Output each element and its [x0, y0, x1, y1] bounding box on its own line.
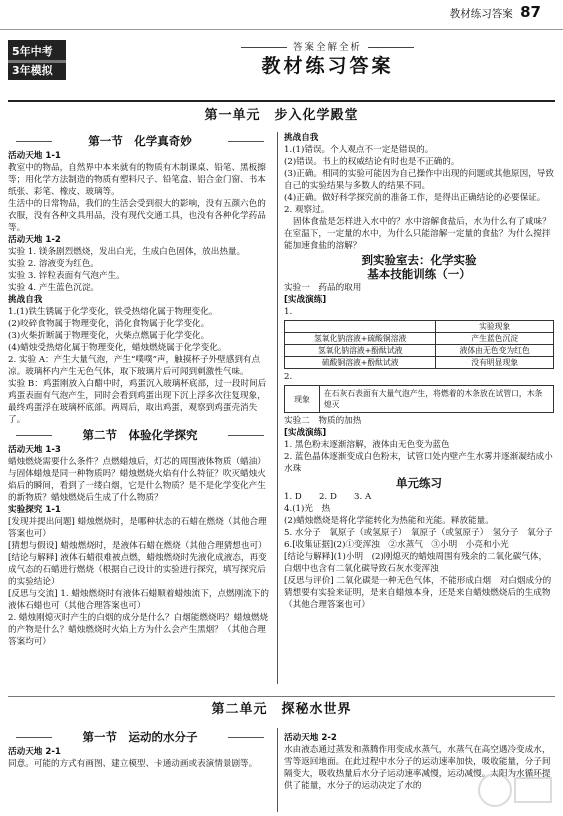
page-header [449, 3, 541, 21]
answer-paragraph: 实验 3. 锌粒表面有气泡产生。 [8, 271, 125, 281]
answer-paragraph: 教室中的物品，自然界中本来就有的物质有木制课桌、铅笔、黑板擦等；用化学方法制造的物质有塑料尺子、铅笔盒、铝合金门窗、书本纸张、彩笔、橡皮、玻璃等。 [8, 163, 266, 197]
answer-paragraph: 1. D 2. D 3. A [284, 492, 372, 502]
activity-label: 活动天地 1-3 [8, 445, 61, 455]
rule-right [368, 47, 414, 48]
subsection-heading: 到实验室去：化学实验 [361, 253, 477, 267]
table-cell: 氢氧化钠溶液+酚酞试液 [285, 345, 436, 357]
table-cell: 产生蓝色沉淀 [436, 333, 554, 345]
table-header-cell [285, 321, 436, 333]
unit1-right-column [284, 132, 554, 611]
table-header-cell: 实验现象 [436, 321, 554, 333]
header-title: 教材练习答案 [449, 8, 513, 20]
answer-paragraph: (4)蜡烛受热熔化属于物理变化，蜡烛燃烧属于化学变化。 [8, 343, 227, 353]
column-divider [277, 132, 278, 684]
answer-paragraph: 1.(1)错误。个人观点不一定是错误的。 [284, 145, 434, 155]
answer-paragraph: 蜡烛燃烧需要什么条件？点燃蜡烛后，灯芯的周围液体物质（蜡油）与固体蜡烛是同一种物质吗？蜡烛燃烧火焰有什么特征？吹灭蜡烛火焰后的瞬间，看到了一缕白烟，它是什么物质？是不是化学变化产生的新物质？蜡烛燃烧后生成了什么物质？ [8, 457, 266, 503]
activity-label: 活动天地 2-2 [284, 733, 337, 743]
answer-paragraph: (2)蜡烛燃烧是将化学能转化为热能和光能。释放能量。 [284, 516, 494, 526]
header-divider [0, 29, 563, 30]
answer-paragraph: 生活中的日常物品，我们的生活会受到很大的影响，没有五颜六色的衣服，没有各种文具用品，没有现代交通工具，也没有各种化学药品等。 [8, 199, 266, 233]
answer-paragraph: 固体食盐是怎样进入水中的？水中溶解食盐后，水为什么有了咸味？在室温下，一定量的水中，为什么只能溶解一定量的食盐？为什么搅拌能加速食盐的溶解？ [284, 217, 551, 251]
banner-subtitle: 答案全解全析 [292, 42, 362, 53]
subsection-heading: 单元练习 [396, 476, 442, 490]
brand-logo [8, 40, 66, 80]
observation-text: 在石灰石表面有大量气泡产生，将燃着的木条放在试管口，木条熄灭 [324, 389, 543, 409]
answer-paragraph: 1. [284, 307, 293, 317]
answer-paragraph: 2. 蓝色晶体逐渐变成白色粉末，试管口处内壁产生水雾并逐渐凝结成小水珠 [284, 452, 553, 474]
observation-label: 现象 [285, 386, 320, 412]
activity-label: 挑战自我 [284, 133, 319, 143]
unit2-title: 第二单元 探秘水世界 [211, 702, 352, 717]
banner-subtitle-row [92, 42, 563, 54]
answer-paragraph: 2. [284, 372, 293, 382]
answer-paragraph: [猜想与假设] 蜡烛燃烧时，是液体石蜡在燃烧（其他合理猜想也可） [8, 541, 267, 551]
section-heading: 第一节 化学真奇妙 [8, 135, 272, 147]
section-heading: 第二节 体验化学探究 [8, 429, 272, 441]
answer-paragraph: [发现并提出问题] 蜡烛燃烧时，是哪种状态的石蜡在燃烧（其他合理答案也可） [8, 517, 267, 539]
table-row [285, 345, 554, 357]
answer-paragraph: [结论与解释](1)小明 (2)刚熄灭的蜡烛周围有残余的二氧化碳气体，白烟中也含有二氧化碳导致石灰水变浑浊 [284, 552, 548, 574]
activity-label: 挑战自我 [8, 295, 43, 305]
table-cell: 硫酸铜溶液+酚酞试液 [285, 357, 436, 369]
banner-title: 教材练习答案 [261, 55, 394, 77]
answer-paragraph: (3)正确。相同的实验可能因为自己操作中出现的问题或其他原因，导致自己的实验结果与多数人的结果不同。 [284, 169, 554, 191]
table-row [285, 357, 554, 369]
top-rule [8, 100, 555, 102]
watermark-graphic [475, 770, 555, 810]
answer-paragraph: 实验 1. 镁条剧烈燃烧，发出白光，生成白色固体，放出热量。 [8, 247, 246, 257]
unit1-title: 第一单元 步入化学殿堂 [204, 108, 359, 123]
answer-paragraph: (3)火柴折断属于物理变化，火柴点燃属于化学变化。 [8, 331, 210, 341]
answer-paragraph: 4.(1)光 热 [284, 504, 331, 514]
answer-paragraph: 2. 实验 A：产生大量气泡，产生“噗噗”声，触摸杯子外壁感到有点凉。玻璃杯内产生无色气体，取下玻璃片后可闻到刺激性气味。 [8, 355, 261, 377]
answer-paragraph: 水由液态通过蒸发和蒸腾作用变成水蒸气，水蒸气在高空遇冷变成水，雪等返回地面。在此过程中水分子的运动速率加快，吸收能量，分子间隔变大，吸收热量后水分子运动速率减慢，运动减慢。太阳为水循环提供了能量，水分子的运动决定了水的 [284, 745, 551, 791]
column-divider-2 [277, 728, 278, 812]
answer-paragraph: 5. 水分子 氧原子（或氢原子） 氧原子（或氢原子） 氢分子 氧分子 [284, 528, 553, 538]
activity-label: [实战演练] [284, 295, 327, 305]
answer-paragraph: 实验 2. 溶液变为红色。 [8, 259, 100, 269]
answer-paragraph: 1.(1)铁生锈属于化学变化，铁受热熔化属于物理变化。 [8, 307, 218, 317]
banner [92, 42, 563, 92]
page-number: 87 [520, 3, 541, 21]
answer-paragraph: 同意。可能的方式有画图、建立模型、卡通动画或表演情景剧等。 [8, 759, 258, 769]
answer-paragraph: 1. 黑色粉末逐渐溶解，液体由无色变为蓝色 [284, 440, 450, 450]
table-row [285, 333, 554, 345]
activity-label: [实战演练] [284, 428, 327, 438]
experiment-table [284, 320, 554, 369]
answer-paragraph: [反思与交流] 1. 蜡烛燃烧时有液体石蜡顺着蜡烛流下，点燃刚流下的液体石蜡也可（其他合理答案也可） [8, 589, 269, 611]
answer-paragraph: (4)正确。做好科学探究前的准备工作，是得出正确结论的必要保证。 [284, 193, 546, 203]
answer-paragraph: [反思与评价] 二氧化碳是一种无色气体，不能形成白烟 对白烟成分的猜想要有实验来证明，是来自蜡烛本身，还是来自蜡烛燃烧后的生成物（其他合理答案也可） [284, 576, 552, 610]
answer-paragraph: 实验 4. 产生蓝色沉淀。 [8, 283, 100, 293]
answer-paragraph: (2)咬碎食物属于物理变化，消化食物属于化学变化。 [8, 319, 210, 329]
answer-paragraph: (2)错误。书上的权威结论有时也是不正确的。 [284, 157, 460, 167]
unit-divider [8, 696, 555, 697]
logo-graphic [8, 40, 66, 80]
observation-box [284, 385, 554, 413]
table-cell: 液体由无色变为红色 [436, 345, 554, 357]
answer-paragraph: 实验二 物质的加热 [284, 416, 362, 426]
answer-paragraph: 实验 B：鸡蛋刚放入白醋中时，鸡蛋沉入玻璃杯底部，过一段时间后鸡蛋表面有气泡产生，同时会看到鸡蛋出现下沉上浮多次往复现象，最终鸡蛋浮在玻璃杯底部。两周后，取出鸡蛋，观察到鸡蛋壳消失了。 [8, 379, 267, 425]
answer-paragraph: 6.[收集证据](2)①变浑浊 ②水蒸气 ③小明 小亮和小光 [284, 540, 509, 550]
section-heading: 第一节 运动的水分子 [8, 731, 272, 743]
activity-label: 活动天地 2-1 [8, 747, 61, 757]
rule-left [241, 47, 287, 48]
unit2-left-column [8, 728, 272, 770]
activity-label: 活动天地 1-2 [8, 235, 61, 245]
table-cell: 没有明显现象 [436, 357, 554, 369]
table-cell: 氢氧化钠溶液+硫酸铜溶液 [285, 333, 436, 345]
answer-paragraph: 实验一 药品的取用 [284, 283, 362, 293]
unit1-left-column [8, 132, 272, 648]
answer-paragraph: 2. 观察过。 [284, 205, 330, 215]
activity-label: 活动天地 1-1 [8, 151, 61, 161]
answer-paragraph: [结论与解释] 液体石蜡很难被点燃，蜡烛燃烧时先液化成液态，再变成气态的石蜡进行燃烧（根据自己设计的实验进行探究，填写探究后的实验结论） [8, 553, 267, 587]
logo-line1: 5年中考 [12, 45, 53, 58]
subsection-heading: 基本技能训练（一） [367, 267, 471, 281]
answer-paragraph: 2. 蜡烛刚熄灭时产生的白烟的成分是什么？白烟能燃烧吗？蜡烛燃烧的产物是什么？蜡烛燃烧时火焰上方为什么会产生黑烟？（其他合理答案均可） [8, 613, 269, 647]
logo-line2: 3年模拟 [12, 64, 53, 77]
activity-label: 实验探究 1-1 [8, 505, 61, 515]
